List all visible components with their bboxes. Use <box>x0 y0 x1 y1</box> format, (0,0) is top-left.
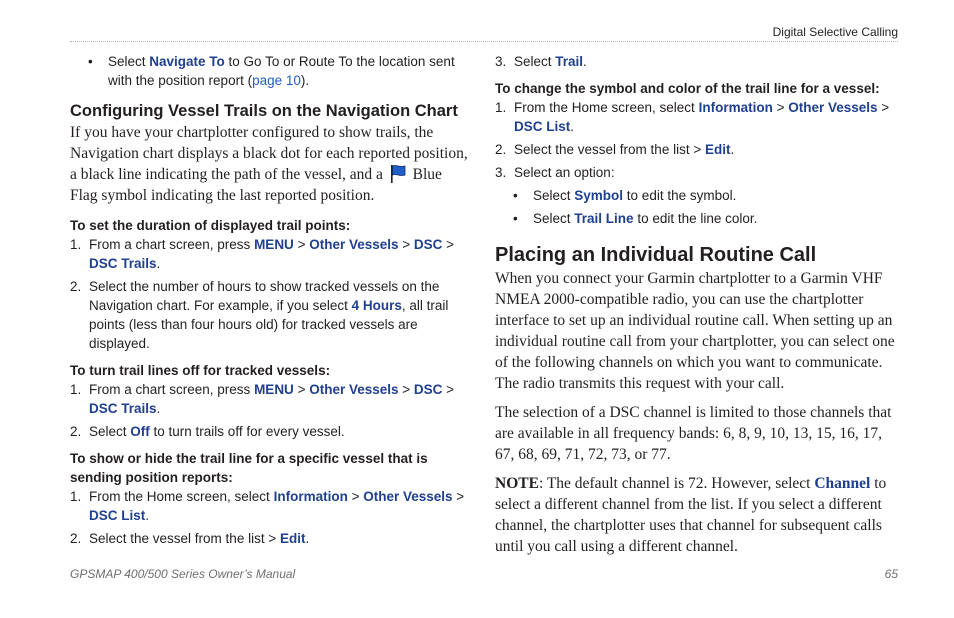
blue-flag-icon <box>389 164 407 183</box>
intro-paragraph: If you have your chartplotter configured to show trails, the Navigation chart displays a black dot for each reported position, a black line indicating the path of the vessel, and a Blue Flag symbol indicating the last reported position. <box>70 124 468 204</box>
bullet-icon: • <box>513 188 518 203</box>
list-item: 2. Select Off to turn trails off for every vessel. <box>70 424 345 439</box>
navigate-to-keyword: Navigate To <box>149 54 225 69</box>
list-item: • Select Trail Line to edit the line color. <box>513 211 758 226</box>
right-column <box>495 52 900 557</box>
section-title: Placing an Individual Routine Call <box>495 244 817 266</box>
procedure-heading: To set the duration of displayed trail points: <box>70 218 351 233</box>
section-heading: Configuring Vessel Trails on the Navigation Chart <box>70 102 458 120</box>
left-column <box>70 52 470 548</box>
procedure-heading: To show or hide the trail line for a specific vessel that is sending position reports: <box>70 451 428 485</box>
bullet-icon: • <box>513 211 518 226</box>
footer-manual-title: GPSMAP 400/500 Series Owner’s Manual <box>70 567 296 581</box>
page-link[interactable]: page 10 <box>252 73 301 88</box>
list-item: 2. Select the vessel from the list > Edit. <box>70 531 310 546</box>
list-item: • Select Symbol to edit the symbol. <box>513 188 737 203</box>
note-label: NOTE <box>495 475 539 492</box>
list-item: 1. From the Home screen, select Information > Other Vessels > DSC List. <box>495 100 890 134</box>
list-item: 1. From the Home screen, select Information > Other Vessels > DSC List. <box>70 489 465 523</box>
list-item: 2. Select the vessel from the list > Edit. <box>495 142 735 157</box>
bullet-icon: • <box>88 54 93 69</box>
body-paragraph: When you connect your Garmin chartplotter to a Garmin VHF NMEA 2000-compatible radio, you can use the chartplotter interface to set up an individual routine call. When setting up an individual routine call from your chartplotter, you can select one of the following channels on which you want to communicate. The radio transmits this request with your call. <box>495 270 895 392</box>
note-paragraph: NOTE: The default channel is 72. However, select Channel to select a different channel from the list. If you select a different channel, the chartplotter uses that channel for subsequent calls until you call using a different channel. <box>495 475 887 555</box>
running-header: Digital Selective Calling <box>772 25 898 39</box>
list-item: 1. From a chart screen, press MENU > Other Vessels > DSC > DSC Trails. <box>70 382 455 416</box>
header-divider <box>70 41 898 42</box>
procedure-heading: To change the symbol and color of the trail line for a vessel: <box>495 81 880 96</box>
list-item: 1. From a chart screen, press MENU > Other Vessels > DSC > DSC Trails. <box>70 237 455 271</box>
list-item: • Select Navigate To to Go To or Route To the location sent with the position report (page 10). <box>88 54 455 88</box>
list-item: 3. Select an option: <box>495 165 615 180</box>
body-paragraph: The selection of a DSC channel is limited to those channels that are available in all frequency bands: 6, 8, 9, 10, 13, 15, 16, 17, 67, 68, 69, 71, 72, 73, or 77. <box>495 404 892 463</box>
page-number: 65 <box>884 567 898 581</box>
list-item: 2. Select the number of hours to show tracked vessels on the Navigation chart. For example, if you select 4 Hours, all trail points (less than four hours old) for tracked vessels are displayed. <box>70 279 449 351</box>
list-item: 3. Select Trail. <box>495 54 587 69</box>
procedure-heading: To turn trail lines off for tracked vessels: <box>70 363 331 378</box>
